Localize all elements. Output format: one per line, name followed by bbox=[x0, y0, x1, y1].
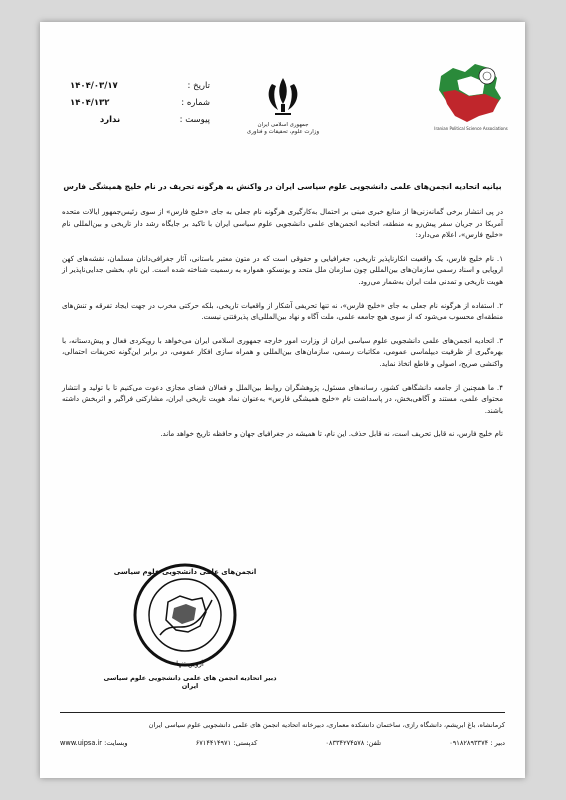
number-row bbox=[70, 95, 210, 112]
letter-footer bbox=[60, 712, 505, 747]
letterhead bbox=[40, 22, 525, 147]
date-row bbox=[70, 78, 210, 95]
union-map-logo bbox=[431, 54, 511, 134]
signature-block bbox=[100, 560, 280, 690]
footer-contacts bbox=[60, 739, 505, 747]
signer-name: آروین تنها bbox=[176, 660, 204, 668]
paragraph-1: ۱. نام خلیج فارس، یک واقعیت انکارناپذیر تاریخی، جغرافیایی و حقوقی است که در متون معتبر باستانی، آثار جغرافی‌دانان مسلمان، نقشه‌های کهن اروپایی و اسناد رسمی سازمان‌های بین‌المللی چون سازمان ملل متحد و یونسکو، همواره به رسمیت شناخته شده است. این نام، بخشی جدایی‌ناپذیر از هویت تاریخی و تمدنی ملت ایران به‌شمار می‌رود. bbox=[62, 253, 503, 286]
paragraph-intro: در پی انتشار برخی گمانه‌زنی‌ها از منابع خبری مبنی بر احتمال به‌کارگیری هرگونه نام جعلی به جای «خلیج فارس» از سوی رئیس‌جمهور ایالات متحده آمریکا در جریان سفر پیش‌رو به منطقه، اتحادیه انجمن‌های علمی دانشجویی علوم سیاسی ایران با تاکید بر جایگاه رشد دار تاریخی و بین‌المللی نام «خلیج فارس»، اعلام می‌دارد: bbox=[62, 207, 503, 240]
paragraph-2: ۲. استفاده از هرگونه نام جعلی به جای «خلیج فارس»، نه تنها تحریفی آشکار از واقعیات تاریخی، بلکه حرکتی مخرب در جهت ایجاد تفرقه و تنش‌های منطقه‌ای محسوب می‌شود که از سوی هیچ جامعه علمی، ملت آگاه و نهاد بین‌المللی‌ای پذیرفتنی نیست. bbox=[62, 300, 503, 322]
paragraph-3: ۳. اتحادیه انجمن‌های علمی دانشجویی علوم سیاسی ایران از وزارت امور خارجه جمهوری اسلامی ایران می‌خواهد با رویکردی فعال و پیش‌دستانه، با بهره‌گیری از ظرفیت دیپلماسی عمومی، مکاتبات رسمی، سازمان‌های بین‌المللی و همراه سازی افکار عمومی، در برابر این‌گونه تحریفات احتمالی، واکنشی صریح، اصولی و قاطع اتخاذ نماید. bbox=[62, 335, 503, 368]
footer-website-link[interactable]: وبسایت: www.uipsa.ir bbox=[60, 739, 128, 747]
paragraph-4: ۴. ما همچنین از جامعه دانشگاهی کشور، رسانه‌های مسئول، پژوهشگران روابط بین‌الملل و فعالان فضای مجازی دعوت می‌کنیم تا با تولید و انتشار محتوای علمی، مستند و آگاهی‌بخش، در پاسداشت نام «خلیج همیشگی فارس» به‌عنوان نماد هویت تاریخی ایران، مشارکتی فراگیر و اثربخش داشته باشند. bbox=[62, 382, 503, 415]
date-label: تاریخ : bbox=[187, 81, 210, 91]
date-value: ۱۴۰۴/۰۳/۱۷ bbox=[70, 81, 118, 91]
footer-phone: تلفن: ۰۸۳۳۴۲۷۴۵۷۸ bbox=[325, 739, 382, 747]
attachment-value: ندارد bbox=[99, 115, 121, 125]
letter-meta bbox=[70, 78, 210, 129]
footer-address: کرمانشاه، باغ ابریشم، دانشگاه رازی، ساختمان دانشکده معماری، دبیرخانه اتحادیه انجمن های علمی دانشجویی علوم سیاسی ایران bbox=[148, 721, 505, 729]
footer-postal-code: کدپستی: ۶۷۱۴۴۱۴۹۷۱ bbox=[195, 739, 258, 747]
ministry-title: جمهوری اسلامی ایران وزارت علوم، تحقیقات و فناوری bbox=[246, 122, 320, 135]
paragraph-closing: نام خلیج فارس، نه قابل تحریف است، نه قابل حذف. این نام، تا همیشه در جغرافیای جهان و حافظه تاریخ خواهد ماند. bbox=[160, 429, 503, 439]
letter-page bbox=[40, 22, 525, 778]
association-seal-icon bbox=[113, 560, 257, 670]
attachment-row bbox=[70, 112, 210, 129]
footer-secretary-phone: دبیر : ۰۹۱۸۲۸۹۳۳۷۴ bbox=[449, 739, 505, 747]
number-value: ۱۴۰۴/۱۳۲ bbox=[70, 98, 110, 108]
signer-title: دبیر اتحادیه انجمن های علمی دانشجویی علوم سیاسی ایران bbox=[103, 674, 277, 690]
svg-text:Iranian Political Science Asso: Iranian Political Science Associations bbox=[434, 126, 508, 131]
statement-body bbox=[62, 206, 503, 452]
seal-text: انجمن‌های علمی دانشجویی علوم سیاسی bbox=[113, 568, 257, 576]
statement-title: بیانیه اتحادیه انجمن‌های علمی دانشجویی علوم سیاسی ایران در واکنش به هرگونه تحریف در نام خلیج همیشگی فارس bbox=[63, 182, 502, 191]
number-label: شماره : bbox=[181, 98, 210, 108]
attachment-label: پیوست : bbox=[179, 115, 210, 125]
